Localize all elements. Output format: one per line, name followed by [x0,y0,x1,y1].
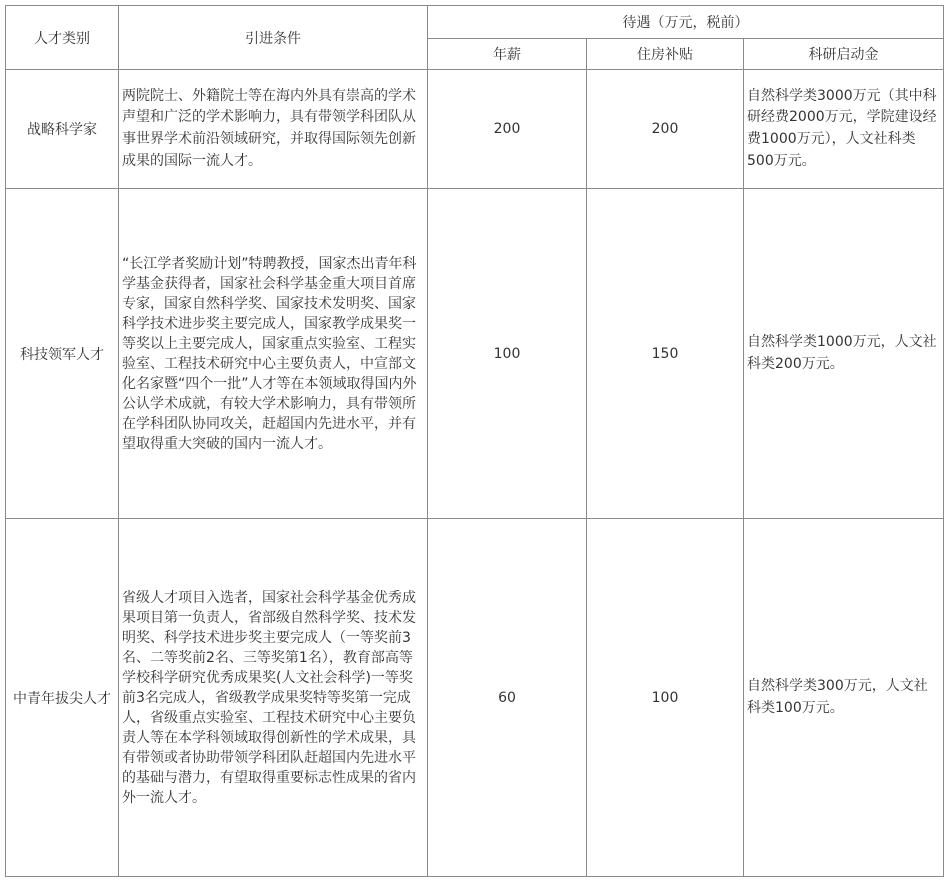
row-research-fund: 自然科学类1000万元，人文社科类200万元。 [744,189,944,519]
header-category: 人才类别 [6,6,119,70]
table-row [6,70,944,189]
header-row [6,6,944,39]
row-housing: 200 [587,70,744,189]
row-salary: 60 [428,519,587,877]
header-salary: 年薪 [428,39,587,70]
table-row [6,519,944,877]
row-conditions: 省级人才项目入选者，国家社会科学基金优秀成果项目第一负责人，省部级自然科学奖、技术发明奖、科学技术进步奖主要完成人（一等奖前3名、二等奖前2名、三等奖第1名），教育部高等学校科学研究优秀成果奖(人文社会科学)一等奖前3名完成人，省级教学成果奖特等奖第一完成人，省级重点实验室、工程技术研究中心主要负责人等在本学科领域取得创新性的学术成果，具有带领或者协助带领学科团队赶超国内先进水平的基础与潜力，有望取得重要标志性成果的省内外一流人才。 [119,519,428,877]
row-conditions: “长江学者奖励计划”特聘教授，国家杰出青年科学基金获得者，国家社会科学基金重大项目首席专家，国家自然科学奖、国家技术发明奖、国家科学技术进步奖主要完成人，国家教学成果奖一等奖以上主要完成人，国家重点实验室、工程实验室、工程技术研究中心主要负责人，中宣部文化名家暨“四个一批”人才等在本领域取得国内外公认学术成就，有较大学术影响力，具有带领所在学科团队协同攻关，赶超国内先进水平，并有望取得重大突破的国内一流人才。 [119,189,428,519]
row-category: 中青年拔尖人才 [6,519,119,877]
row-salary: 200 [428,70,587,189]
row-salary: 100 [428,189,587,519]
header-housing: 住房补贴 [587,39,744,70]
header-treatment: 待遇（万元，税前） [428,6,944,39]
row-category: 战略科学家 [6,70,119,189]
header-conditions: 引进条件 [119,6,428,70]
row-research-fund: 自然科学类3000万元（其中科研经费2000万元，学院建设经费1000万元），人文社科类500万元。 [744,70,944,189]
talent-policy-table [5,5,944,877]
table-row [6,189,944,519]
row-category: 科技领军人才 [6,189,119,519]
row-conditions: 两院院士、外籍院士等在海内外具有崇高的学术声望和广泛的学术影响力，具有带领学科团队从事世界学术前沿领域研究，并取得国际领先创新成果的国际一流人才。 [119,70,428,189]
row-housing: 150 [587,189,744,519]
row-housing: 100 [587,519,744,877]
header-research-fund: 科研启动金 [744,39,944,70]
row-research-fund: 自然科学类300万元，人文社科类100万元。 [744,519,944,877]
